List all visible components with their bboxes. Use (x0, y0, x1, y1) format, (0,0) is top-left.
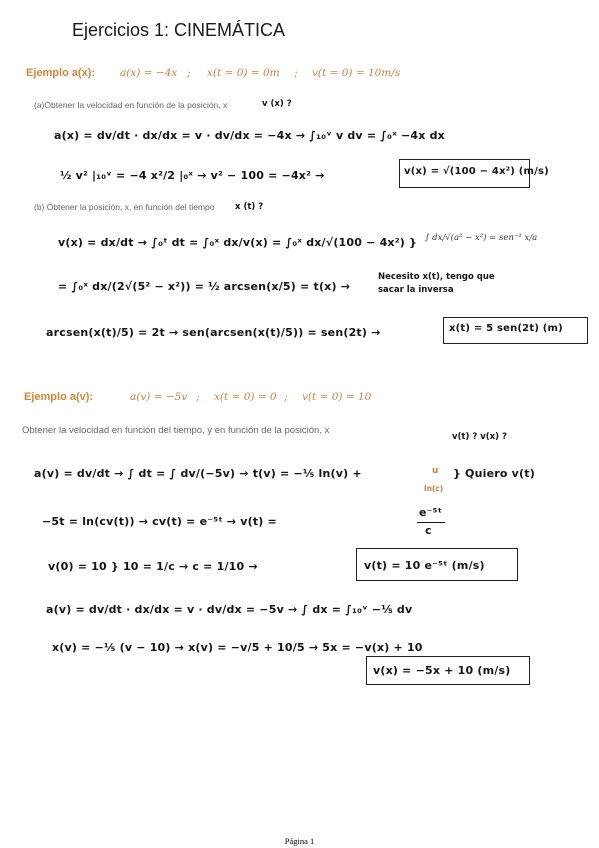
given-initial-velocity: v(t = 0) = 10m/s (312, 67, 401, 79)
example-b-label: Ejemplo a(v): (24, 391, 94, 403)
part-b-note-2: sacar la inversa (378, 285, 454, 295)
example-b-equation-3: v(0) = 10 } 10 = 1/c → c = 1/10 → (48, 560, 258, 573)
given-initial-position: x(t = 0) = 0m (207, 67, 280, 79)
example-b-equation-5: x(v) = −⅕ (v − 10) → x(v) = −v/5 + 10/5 → 5x = −v(x) + 10 (52, 641, 423, 654)
fraction-numerator: e⁻⁵ᵗ (419, 506, 443, 519)
part-b-equation-2: = ∫₀ˣ dx/(2√(5² − x²)) = ½ arcsen(x/5) = t(x) → (58, 280, 351, 293)
part-b-prompt: (b) Obtener la posición, x, en función del tiempo (34, 202, 215, 212)
part-a-equation-1: a(x) = dv/dt · dx/dx = v · dv/dx = −4x → ∫₁₀ᵛ v dv = ∫₀ˣ −4x dx (54, 129, 445, 142)
part-b-equation-3: arcsen(x(t)/5) = 2t → sen(arcsen(x(t)/5)) = sen(2t) → (46, 326, 381, 339)
part-b-equation-1: v(x) = dx/dt → ∫₀ᵗ dt = ∫₀ˣ dx/v(x) = ∫₀ˣ dx/√(100 − 4x²) } (58, 236, 418, 249)
part-a-result: v(x) = √(100 − 4x²) (m/s) (404, 166, 549, 177)
given-initial-position: x(t = 0) = 0 (214, 391, 277, 403)
given-acceleration: a(x) = −4x (120, 67, 178, 79)
integration-constant: u (432, 466, 439, 476)
example-b-equation-1: a(v) = dv/dt → ∫ dt = ∫ dv/(−5v) → t(v) = −⅕ ln(v) + (34, 467, 362, 480)
given-separator: ; (294, 67, 298, 79)
example-b-equation-4: a(v) = dv/dt · dx/dx = v · dv/dx = −5v → ∫ dx = ∫₁₀ᵛ −⅕ dv (46, 603, 413, 616)
example-b-prompt: Obtener la velocidad en función del tiempo, y en función de la posición, x (22, 425, 330, 436)
page-number: Página 1 (284, 836, 315, 846)
part-a-equation-2: ½ v² |₁₀ᵛ = −4 x²/2 |₀ˣ → v² − 100 = −4x² → (60, 169, 325, 182)
page-title: Ejercicios 1: CINEMÁTICA (72, 20, 286, 40)
part-b-question: x (t) ? (235, 202, 264, 212)
part-a-question: v (x) ? (262, 99, 292, 109)
velocity-position-result: v(x) = −5x + 10 (m/s) (373, 664, 511, 677)
example-b-question: v(t) ? v(x) ? (452, 432, 507, 442)
part-b-note-1: Necesito x(t), tengo que (378, 272, 495, 282)
fraction-bar (417, 522, 445, 523)
integration-constant-definition: ln(c) (424, 484, 444, 493)
example-b-equation-2: −5t = ln(cv(t)) → cv(t) = e⁻⁵ᵗ → v(t) = (42, 515, 277, 528)
part-a-prompt: (a)Obtener la velocidad en función de la posición, x (34, 100, 228, 110)
given-separator: ; (187, 67, 191, 79)
example-a-label: Ejemplo a(x): (26, 67, 96, 79)
given-separator: ; (284, 391, 288, 403)
part-b-result: x(t) = 5 sen(2t) (m) (449, 323, 563, 334)
fraction-denominator: c (425, 524, 432, 537)
given-separator: ; (196, 391, 200, 403)
velocity-time-result: v(t) = 10 e⁻⁵ᵗ (m/s) (364, 559, 485, 572)
given-acceleration: a(v) = −5v (130, 391, 188, 403)
example-b-note: } Quiero v(t) (453, 467, 535, 480)
given-initial-velocity: v(t = 0) = 10 (302, 391, 372, 403)
integral-formula-note: ∫ dx/√(a² − x²) = sen⁻¹ x/a (425, 233, 538, 243)
